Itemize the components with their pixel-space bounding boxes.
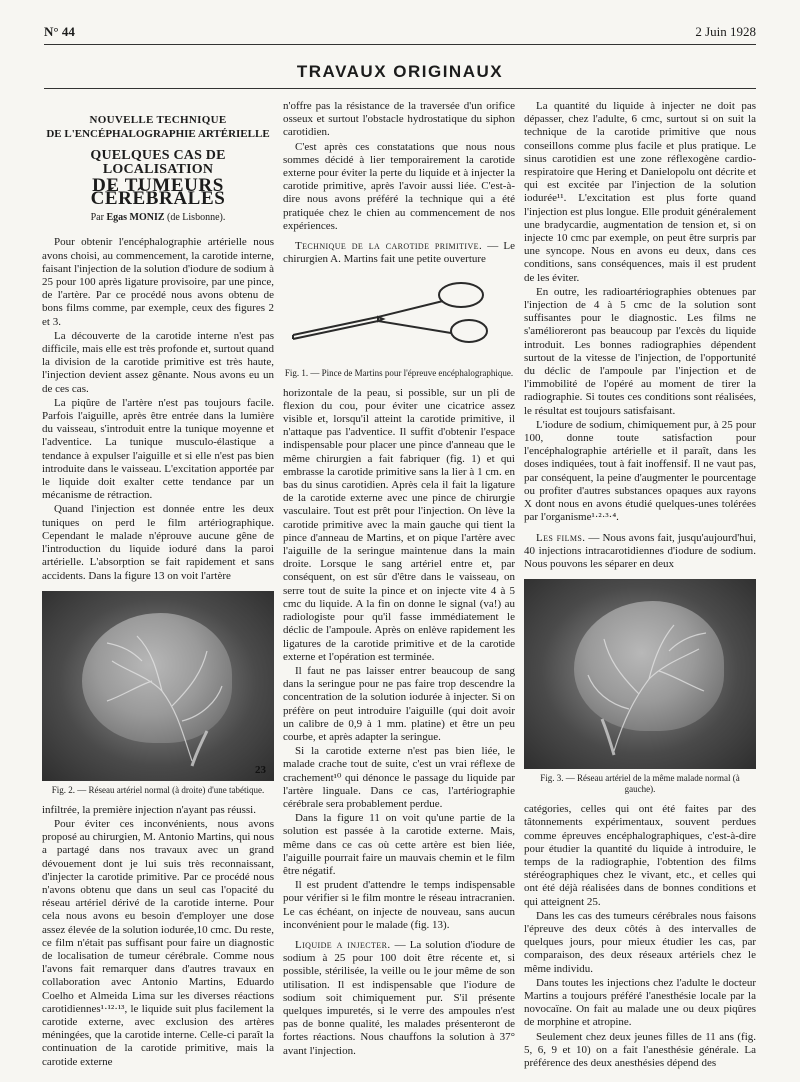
paragraph-text: — La solution d'iodure de sodium à 25 pour 100 doit être récente et, si possible, stérilisée, la veille ou le jour même de son utilisation. Il est indispensable que l'iodure de sodium soit chimiquement pur. S'il présente quelques impuretés, si le verre des ampoules n'est pas de bonne qualité, les malades présenteront de fortes réactions. Nous chauffons la solution à 37° avant l'injection.: [283, 938, 516, 1057]
paragraph-text: — Nous avons fait, jusqu'aujourd'hui, 40 injections intracarotidiennes d'iodure de sodium. Nous pouvons les séparer en deux: [524, 531, 756, 570]
paragraph: La quantité du liquide à injecter ne doit pas dépasser, chez l'adulte, 6 cmc, surtout si on suit la technique de la carotide primitive que nous conseillons comme plus facile et plus pratique. Le sinus carotidien est une zone réflexogène cardio-respiratoire que Hering et Danielopolu ont décrite et qui est excitée par l'injection de la solution iodurée¹¹. L'excitation est plus forte quand l'injection est plus longue. Elle produit généralement une bradycardie, augmentation de tension et, si on injecte 10 cmc par exemple, on peut être surpris par une syncope. Nous en avons eu deux, dans ces conditions, sans conséquences, mais il est prudent de les éviter.: [524, 100, 757, 284]
section-rule: [44, 88, 756, 89]
issue-number: N° 44: [44, 24, 75, 39]
subheading-technique: Technique de la carotide primitive.: [295, 240, 483, 253]
article-title-block: [42, 114, 274, 224]
paragraph: Seulement chez deux jeunes filles de 11 ans (fig. 5, 6, 9 et 10) on a fait l'anesthésie générale. La préférence des deux anesthésies dépend des: [524, 1030, 756, 1069]
column-3: [524, 100, 756, 1071]
article-kicker-2: DE L'ENCÉPHALOGRAPHIE ARTÉRIELLE: [46, 128, 270, 141]
paragraph: n'offre pas la résistance de la traversée d'un orifice osseux et surtout l'obstacle hydrostatique du siphon carotidien.: [283, 100, 515, 139]
paragraph: En outre, les radioartériographies obtenues par l'injection de 4 à 5 cmc de la solution sont suffisantes pour le diagnostic. Les films ne s'amélioreront pas beaucoup par l'excès du liquide introduit. Les bonnes radiographies dépendent surtout de la vitesse de l'injection, de l'opportunité du déclic de l'ampoule par l'injection et de l'immobilité de l'opéré au moment de tirer la radiographie. Si toutes ces conditions sont réalisées, le résultat est toujours satisfaisant.: [524, 285, 756, 417]
paragraph: Dans toutes les injections chez l'adulte le docteur Martins a toujours préféré l'anesthésie locale par la novocaïne. On fait au malade une ou deux piqûres de morphine et atropine.: [524, 976, 756, 1029]
paragraph-films: [524, 532, 756, 572]
figure-plate-number: 23: [255, 763, 266, 776]
paragraph: Dans les cas des tumeurs cérébrales nous faisons l'épreuve des deux côtés à des intervalles de quelques jours, pour mieux étudier les cas, par comparaison, des deux réseaux artériels chez le même individu.: [524, 909, 756, 975]
byline-prefix: Par: [90, 212, 104, 224]
figure-1-forceps: [283, 273, 515, 361]
paragraph-text: — Le chirurgien A. Martins fait une petite ouverture: [283, 240, 515, 266]
paragraph: Il faut ne pas laisser entrer beaucoup de sang dans la seringue pour ne pas faire trop descendre la concentration de la solution iodurée à injecter. Si on préfère on peut introduire l'aiguille (qui doit avoir un calibre de 0,9 à 1 mm. platine) et être un peu courbe, et après adapter la seringue.: [283, 664, 515, 743]
paragraph: catégories, celles qui ont été faites par des tâtonnements expérimentaux, souvent perdues comme épreuves encéphalographiques, c'est-à-dire pour étudier la quantité du liquide à introduire, le temps de la radiographie, l'obtention des films stéréographiques chez le vivant, etc., et celles qui ont été déjà réalisées dans de bonnes conditions et qui atteignent 25.: [524, 803, 756, 908]
paragraph: L'iodure de sodium, chimiquement pur, à 25 pour 100, donne toute satisfaction pour l'encéphalographie artérielle et il paraît, dans les doses indiquées, tout à fait inoffensif. Il ne vaut pas, par conséquent, la peine d'augmenter le pourcentage ou profiter d'autres substances opaques aux rayons X dont nous en avons étudié quelques-unes tolérées par l'organisme¹·²·³·⁴.: [524, 418, 756, 524]
paragraph: C'est après ces constatations que nous nous sommes décidé à lier temporairement la carotide externe pour éviter la perte du liquide et à injecter la carotide primitive, après l'avoir aussi liée. C'est-à-dire nous avons préféré la technique qui a été pratiquée chez le chien au commencement de nos expériences.: [283, 140, 515, 232]
header-rule: [44, 44, 756, 45]
paragraph-liquide: [283, 939, 515, 1058]
article-kicker-1: NOUVELLE TECHNIQUE: [89, 114, 227, 126]
subheading-liquide: Liquide a injecter.: [295, 938, 391, 951]
subheading-films: Les films.: [536, 531, 586, 544]
paragraph: La piqûre de l'artère n'est pas toujours facile. Parfois l'aiguille, après être entrée dans la lumière du vaisseau, s'introduit entre la tunique moyenne et l'adventice. La tunique musculo-élastique a tendance à expulser l'aiguille et si elle n'est pas bien introduite dans le vaisseau. L'excitation apportée par le liquide doit exalter cette tendance par un mécanisme de rétraction.: [42, 396, 274, 502]
arterial-network-drawing: [42, 591, 274, 781]
paragraph: Si la carotide externe n'est pas bien liée, le malade crache tout de suite, c'est un vrai réflexe de crachement¹⁰ qui dénonce le passage du liquide par l'artère linguale. Dans ce cas, l'artériographie cérébrale sera probablement perdue.: [283, 745, 515, 810]
paragraph: infiltrée, la première injection n'ayant pas réussi.: [42, 803, 256, 816]
article-title-line-2: DE TUMEURS CÉRÉBRALES: [90, 174, 226, 210]
column-1: [42, 100, 274, 1070]
article-title-line-1: QUELQUES CAS DE LOCALISATION: [90, 148, 226, 177]
paragraph: Quand l'injection est donnée entre les deux tuniques on perd le film artériographique. Cependant le malade n'éprouve aucune gêne de l'introduction du liquide ioduré dans la paroi artérielle. L'absorption se fait rapidement et sans accidents. Dans la figure 13 on voit l'artère: [42, 503, 274, 582]
issue-date: 2 Juin 1928: [695, 24, 756, 39]
section-title: TRAVAUX ORIGINAUX: [296, 62, 504, 81]
figure-2-xray: [42, 591, 274, 781]
figure-2-caption: Fig. 2. — Réseau artériel normal (à droite) d'une tabétique.: [51, 784, 265, 795]
paragraph-technique: [283, 240, 515, 266]
paragraph: Dans la figure 11 on voit qu'une partie de la solution est passée à la carotide externe. Mais, même dans ce cas où cette artère est bien liée, l'aiguille pourrait faire un mauvais chemin et le film être négatif.: [283, 812, 515, 877]
paragraph: La découverte de la carotide interne n'est pas difficile, mais elle est très profonde et, surtout quand la division de la carotide primitive est très haute, l'injection devient assez gênante. Nous avons eu un de ces cas.: [42, 329, 274, 395]
paragraph: horizontale de la peau, si possible, sur un pli de flexion du cou, pour éviter une cicatrice assez visible et, lorsqu'il atteint la carotide primitive, il n'attaque pas l'adventice. Il suffit d'obtenir l'espace indispensable pour placer une pince d'anneau que le même chirurgien a fait fabriquer (fig. 1) et qui embrasse la carotide primitive sans la lier à 1 cm. en bas du sinus carotidien. Après cela il fait la ligature de la carotide externe avec une pince de chirurgie vasculaire. Tout est prêt pour l'injection. On lève la carotide primitive avec la main gauche qui tient la pince d'anneau de Martins, et on pique l'artère avec l'aiguille de la seringue maintenue dans la main droite. Lorsque le sang artériel entre et, par conséquent, on est sûr d'être dans le vaisseau, on serre tout de suite la pince et on injecte vite 4 à 5 cmc du liquide. A la fin on donne le signal (va!) au radiologiste pour qu'il fasse immédiatement le déclic de l'ampoule. Après on enlève rapidement les ligatures de la carotide primitive et de la carotide externe et l'opération est terminée.: [283, 386, 515, 663]
paragraph: Pour obtenir l'encéphalographie artérielle nous avons choisi, au commencement, la carotide interne, faisant l'injection de la solution d'iodure de sodium à 25 pour 100 après ligature provisoire, par une pince, de l'artère. Par ce procédé nous avons obtenu de bons films comme, par exemple, ceux des figures 2 et 3.: [42, 236, 274, 328]
paragraph: Pour éviter ces inconvénients, nous avons proposé au chirurgien, M. Antonio Martins, qui nous a partagé dans nos travaux avec un grand dévouement dont je lui suis très reconnaissant, d'injecter la carotide primitive. Par ce procédé nous n'avons obtenu que dans un seul cas l'opacité du réseau artériel dérivé de la carotide interne. Pour cela nous avons eu besoin d'employer une dose assez élevée de la solution iodurée,10 cmc. Du reste, ce film n'était pas suffisant pour faire un diagnostic de localisation de tumeur cérébrale. Comme nous l'avons fait remarquer dans d'autres travaux en collaboration avec Antonio Martins, Eduardo Coelho et Almeida Lima sur les diverses réactions carotidiennes¹·¹²·¹³, le liquide suit plus facilement la carotide externe, avec exclusion des artères méningées, que la carotide interne. Celle-ci paraît la continuation de la carotide primitive, mais la carotide externe: [42, 817, 274, 1068]
article-byline: [42, 211, 274, 224]
author-affiliation: (de Lisbonne).: [167, 212, 226, 224]
figure-3-caption: Fig. 3. — Réseau artériel de la même malade normal (à gauche).: [540, 773, 740, 795]
column-2: [283, 100, 515, 1059]
figure-3-xray: [524, 579, 756, 769]
figure-1-caption: Fig. 1. — Pince de Martins pour l'épreuve encéphalographique.: [284, 367, 514, 378]
paragraph: Il est prudent d'attendre le temps indispensable pour vérifier si le film montre le réseau intracranien. Le cas échéant, on injecte de nouveau, sans aucun inconvénient pour le malade (fig. 13).: [283, 879, 515, 931]
author-name: Egas MONIZ: [106, 212, 165, 224]
arterial-network-drawing: [524, 579, 756, 769]
